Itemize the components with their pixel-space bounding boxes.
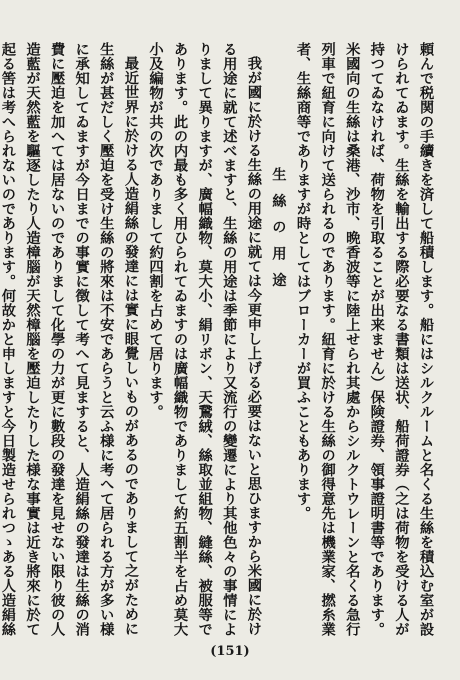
paragraph-shipping: 頼んで税関の手續きを済して船積します。船にはシルクルームと名くる生絲を積込む室が設けられてゐます。生絲を輸出する際必要なる書類は送状、船荷證券（之は荷物を受ける人が持つてゐなければ、荷物を引取ることが出来ません）保険證券、領事證明書等であります。米國向の生絲は桑港、沙市、晩香波等に陸上せられ其處からシルクトウレーンと名くる急行列車で紐育に向けて送られるのであります。紐育に於ける生絲の御得意先は機業家、撚糸業者、生絲商等でありますが時としてはブローカーが買ふこともあります。	[295, 42, 434, 637]
vertical-body-text	[0, 42, 438, 637]
paragraph-rayon: 最近世界に於ける人造絹絲の發達には實に眼覺しいものがあるのでありまして之がために生絲が甚だしく壓迫を受け生絲の將來は不安であらうと云ふ様に考へて居られる方が多い様に承知してゐますが今日までの事實に徴して考へて見ますると、人造絹絲の發達は生絲の消費に壓迫を加へては居ないのでありまして化學の力が更に數段の發達を見せない限り彼の人造藍が天然藍を驅逐したり人造樟腦が天然樟腦を壓迫したりした様な事實は近き將來に於て起る筈は考へられないのであります。何故かと申しますと今日製造せられつゝある人造絹絲	[0, 42, 139, 637]
section-heading: 生絲の用途	[270, 167, 287, 299]
page-number: (151)	[210, 644, 250, 659]
paragraph-uses: 我が國に於ける生絲の用途に就ては今更申し上げる必要はないと思ひますから米國に於ける用途に就て述べますと、生絲の用途は季節により又流行の變遷により其他色々の事情によりまして異りますが、廣幅織物、莫大小、絹リボン、天鵞絨、絲取並組物、縫絲、被服等であります。此の内最も多く用ひられてゐますのは廣幅織物でありまして約五割半を占め莫大小及編物が共の次でありまして約四割を占めて居ります。	[147, 42, 262, 637]
